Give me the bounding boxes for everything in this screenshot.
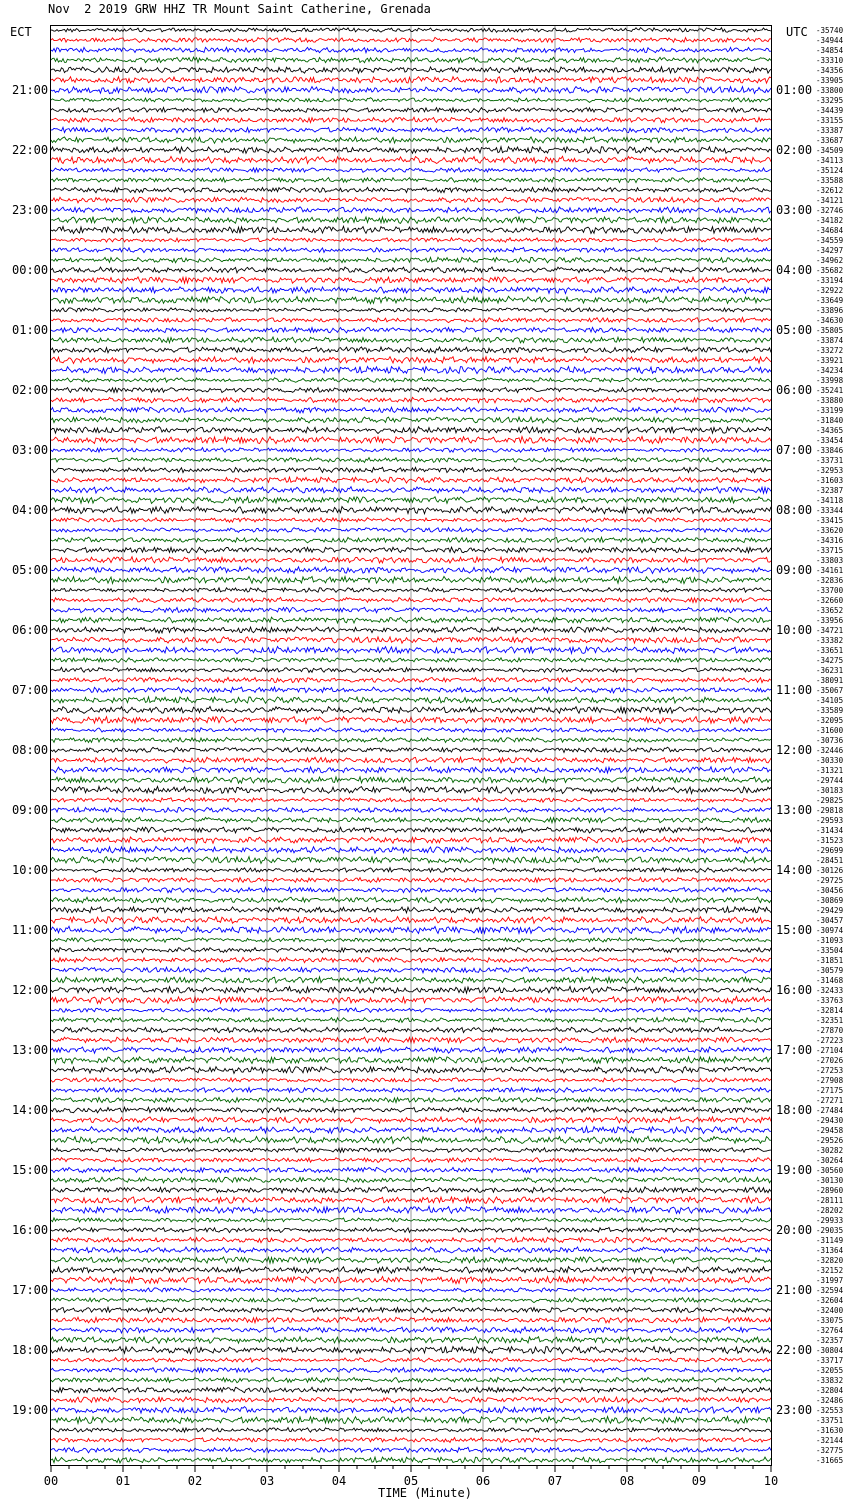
x-tick-label: 07: [547, 1474, 563, 1488]
x-tick-label: 08: [619, 1474, 635, 1488]
trace-offset-label: -32764: [816, 1326, 844, 1335]
trace-offset-label: -33194: [816, 276, 844, 285]
trace-offset-label: -30457: [816, 916, 844, 925]
chart-title: Nov 2 2019 GRW HHZ TR Mount Saint Catherine, Grenada: [48, 2, 431, 16]
x-tick-label: 05: [403, 1474, 419, 1488]
trace-offset-label: -34356: [816, 66, 844, 75]
left-hour-label: 23:00: [12, 203, 49, 217]
trace-offset-label: -31149: [816, 1236, 844, 1245]
trace-offset-label: -36231: [816, 666, 844, 675]
right-hour-label: 14:00: [776, 863, 813, 877]
trace-offset-label: -28960: [816, 1186, 844, 1195]
trace-offset-label: -27870: [816, 1026, 844, 1035]
trace-offset-label: -29818: [816, 806, 844, 815]
trace-offset-label: -29825: [816, 796, 844, 805]
left-hour-label: 04:00: [12, 503, 49, 517]
trace-offset-label: -30130: [816, 1176, 844, 1185]
trace-offset-label: -33504: [816, 946, 844, 955]
trace-offset-label: -31321: [816, 766, 844, 775]
trace-offset-label: -33295: [816, 96, 844, 105]
trace-offset-label: -32055: [816, 1366, 844, 1375]
x-axis-label: TIME (Minute): [378, 1486, 472, 1500]
right-hour-label: 12:00: [776, 743, 813, 757]
trace-offset-label: -29933: [816, 1216, 844, 1225]
trace-offset-label: -31630: [816, 1426, 844, 1435]
trace-offset-label: -34316: [816, 536, 844, 545]
trace-offset-label: -33956: [816, 616, 844, 625]
trace-offset-label: -27253: [816, 1066, 844, 1075]
right-hour-label: 18:00: [776, 1103, 813, 1117]
trace-offset-label: -32095: [816, 716, 844, 725]
left-hour-label: 12:00: [12, 983, 49, 997]
trace-offset-label: -33588: [816, 176, 844, 185]
trace-offset-label: -29430: [816, 1116, 844, 1125]
right-hour-label: 08:00: [776, 503, 813, 517]
left-hour-label: 08:00: [12, 743, 49, 757]
trace-offset-label: -34161: [816, 566, 844, 575]
trace-offset-label: -33846: [816, 446, 844, 455]
trace-offset-label: -31665: [816, 1456, 844, 1465]
trace-offset-label: -33344: [816, 506, 844, 515]
x-tick-label: 02: [187, 1474, 203, 1488]
right-timezone-label: UTC: [786, 25, 808, 39]
trace-offset-label: -29744: [816, 776, 844, 785]
left-hour-label: 18:00: [12, 1343, 49, 1357]
trace-offset-label: -34113: [816, 156, 844, 165]
trace-offset-label: -31997: [816, 1276, 844, 1285]
left-hour-label: 11:00: [12, 923, 49, 937]
right-hour-label: 16:00: [776, 983, 813, 997]
trace-offset-label: -31434: [816, 826, 844, 835]
trace-offset-label: -34559: [816, 236, 844, 245]
trace-offset-label: -32922: [816, 286, 844, 295]
trace-offset-label: -34275: [816, 656, 844, 665]
trace-offset-label: -30974: [816, 926, 844, 935]
trace-offset-label: -28202: [816, 1206, 844, 1215]
trace-offset-label: -30579: [816, 966, 844, 975]
trace-offset-label: -33199: [816, 406, 844, 415]
x-tick-label: 10: [763, 1474, 779, 1488]
trace-offset-label: -35241: [816, 386, 844, 395]
trace-offset-label: -27271: [816, 1096, 844, 1105]
right-hour-label: 05:00: [776, 323, 813, 337]
trace-offset-label: -35067: [816, 686, 844, 695]
trace-offset-label: -32594: [816, 1286, 844, 1295]
trace-offset-label: -33880: [816, 396, 844, 405]
trace-offset-label: -32486: [816, 1396, 844, 1405]
left-hour-label: 05:00: [12, 563, 49, 577]
trace-offset-label: -33896: [816, 306, 844, 315]
trace-offset-label: -32351: [816, 1016, 844, 1025]
trace-offset-label: -33751: [816, 1416, 844, 1425]
trace-offset-label: -32446: [816, 746, 844, 755]
trace-offset-label: -27908: [816, 1076, 844, 1085]
trace-offset-label: -27484: [816, 1106, 844, 1115]
right-hour-label: 19:00: [776, 1163, 813, 1177]
left-hour-label: 17:00: [12, 1283, 49, 1297]
trace-offset-label: -33731: [816, 456, 844, 465]
trace-offset-label: -29429: [816, 906, 844, 915]
left-timezone-label: ECT: [10, 25, 32, 39]
trace-offset-label: -34297: [816, 246, 844, 255]
trace-offset-label: -31523: [816, 836, 844, 845]
trace-offset-label: -32387: [816, 486, 844, 495]
trace-offset-label: -32814: [816, 1006, 844, 1015]
trace-offset-label: -34118: [816, 496, 844, 505]
right-hour-label: 11:00: [776, 683, 813, 697]
trace-offset-label: -35682: [816, 266, 844, 275]
left-hour-label: 22:00: [12, 143, 49, 157]
trace-offset-label: -34854: [816, 46, 844, 55]
trace-offset-label: -33272: [816, 346, 844, 355]
trace-offset-label: -33687: [816, 136, 844, 145]
trace-offset-label: -32433: [816, 986, 844, 995]
left-hour-label: 09:00: [12, 803, 49, 817]
right-hour-label: 17:00: [776, 1043, 813, 1057]
trace-offset-label: -27104: [816, 1046, 844, 1055]
trace-offset-label: -33874: [816, 336, 844, 345]
trace-offset-label: -31468: [816, 976, 844, 985]
trace-offset-label: -29035: [816, 1226, 844, 1235]
left-hour-label: 13:00: [12, 1043, 49, 1057]
trace-offset-label: -34439: [816, 106, 844, 115]
right-hour-label: 07:00: [776, 443, 813, 457]
trace-offset-label: -27175: [816, 1086, 844, 1095]
trace-offset-label: -33075: [816, 1316, 844, 1325]
trace-offset-label: -31093: [816, 936, 844, 945]
right-hour-label: 03:00: [776, 203, 813, 217]
x-tick-label: 03: [259, 1474, 275, 1488]
trace-offset-label: -33800: [816, 86, 844, 95]
left-hour-label: 01:00: [12, 323, 49, 337]
left-hour-label: 07:00: [12, 683, 49, 697]
trace-offset-label: -32953: [816, 466, 844, 475]
trace-offset-label: -32820: [816, 1256, 844, 1265]
trace-offset-label: -35124: [816, 166, 844, 175]
trace-offset-label: -31603: [816, 476, 844, 485]
trace-offset-label: -29458: [816, 1126, 844, 1135]
trace-offset-labels: [816, 26, 844, 1465]
trace-offset-label: -33415: [816, 516, 844, 525]
left-hour-label: 00:00: [12, 263, 49, 277]
trace-offset-label: -34121: [816, 196, 844, 205]
trace-offset-label: -33651: [816, 646, 844, 655]
trace-offset-label: -33310: [816, 56, 844, 65]
left-hour-label: 02:00: [12, 383, 49, 397]
right-hour-label: 02:00: [776, 143, 813, 157]
trace-offset-label: -33998: [816, 376, 844, 385]
trace-offset-label: -30282: [816, 1146, 844, 1155]
trace-offset-label: -30330: [816, 756, 844, 765]
trace-offset-label: -32604: [816, 1296, 844, 1305]
trace-offset-label: -33649: [816, 296, 844, 305]
trace-offset-label: -34365: [816, 426, 844, 435]
trace-offset-label: -34721: [816, 626, 844, 635]
left-hour-label: 03:00: [12, 443, 49, 457]
trace-offset-label: -32804: [816, 1386, 844, 1395]
trace-offset-label: -30183: [816, 786, 844, 795]
trace-offset-label: -33387: [816, 126, 844, 135]
trace-offset-label: -30126: [816, 866, 844, 875]
trace-offset-label: -32152: [816, 1266, 844, 1275]
right-hour-label: 06:00: [776, 383, 813, 397]
trace-offset-label: -38091: [816, 676, 844, 685]
trace-offset-label: -34182: [816, 216, 844, 225]
trace-offset-label: -33905: [816, 76, 844, 85]
right-hour-label: 09:00: [776, 563, 813, 577]
x-tick-label: 06: [475, 1474, 491, 1488]
trace-offset-label: -34684: [816, 226, 844, 235]
trace-offset-label: -30264: [816, 1156, 844, 1165]
trace-offset-label: -34509: [816, 146, 844, 155]
right-hour-label: 21:00: [776, 1283, 813, 1297]
trace-offset-label: -30804: [816, 1346, 844, 1355]
trace-offset-label: -31364: [816, 1246, 844, 1255]
trace-offset-label: -32612: [816, 186, 844, 195]
trace-offset-label: -32746: [816, 206, 844, 215]
trace-offset-label: -33454: [816, 436, 844, 445]
trace-offset-label: -32775: [816, 1446, 844, 1455]
trace-offset-label: -33620: [816, 526, 844, 535]
trace-offset-label: -33382: [816, 636, 844, 645]
trace-offset-label: -29526: [816, 1136, 844, 1145]
right-hour-label: 01:00: [776, 83, 813, 97]
trace-offset-label: -29593: [816, 816, 844, 825]
right-hour-label: 13:00: [776, 803, 813, 817]
trace-offset-label: -33803: [816, 556, 844, 565]
left-hour-label: 10:00: [12, 863, 49, 877]
trace-offset-label: -30736: [816, 736, 844, 745]
left-hour-label: 15:00: [12, 1163, 49, 1177]
trace-offset-label: -32400: [816, 1306, 844, 1315]
right-hour-label: 23:00: [776, 1403, 813, 1417]
trace-offset-label: -33921: [816, 356, 844, 365]
right-hour-label: 10:00: [776, 623, 813, 637]
trace-offset-label: -29699: [816, 846, 844, 855]
trace-offset-label: -30456: [816, 886, 844, 895]
trace-offset-label: -32660: [816, 596, 844, 605]
x-tick-label: 00: [43, 1474, 59, 1488]
right-hour-label: 04:00: [776, 263, 813, 277]
x-tick-label: 01: [115, 1474, 131, 1488]
x-tick-label: 04: [331, 1474, 347, 1488]
trace-offset-label: -29725: [816, 876, 844, 885]
trace-offset-label: -32144: [816, 1436, 844, 1445]
trace-offset-label: -33700: [816, 586, 844, 595]
trace-offset-label: -32357: [816, 1336, 844, 1345]
left-hour-label: 21:00: [12, 83, 49, 97]
trace-offset-label: -33715: [816, 546, 844, 555]
trace-offset-label: -33832: [816, 1376, 844, 1385]
trace-offset-label: -34962: [816, 256, 844, 265]
trace-offset-label: -33589: [816, 706, 844, 715]
right-hour-labels: [776, 83, 812, 1417]
trace-offset-label: -31840: [816, 416, 844, 425]
trace-offset-label: -31600: [816, 726, 844, 735]
trace-offset-label: -33155: [816, 116, 844, 125]
trace-offset-label: -30560: [816, 1166, 844, 1175]
left-hour-label: 16:00: [12, 1223, 49, 1237]
left-hour-labels: [12, 83, 48, 1417]
trace-offset-label: -34630: [816, 316, 844, 325]
x-tick-label: 09: [691, 1474, 707, 1488]
left-hour-label: 06:00: [12, 623, 49, 637]
trace-offset-label: -33652: [816, 606, 844, 615]
trace-offset-label: -35805: [816, 326, 844, 335]
right-hour-label: 20:00: [776, 1223, 813, 1237]
trace-offset-label: -31851: [816, 956, 844, 965]
trace-offset-label: -34105: [816, 696, 844, 705]
trace-offset-label: -27026: [816, 1056, 844, 1065]
left-hour-label: 14:00: [12, 1103, 49, 1117]
trace-offset-label: -28451: [816, 856, 844, 865]
trace-offset-label: -33763: [816, 996, 844, 1005]
right-hour-label: 15:00: [776, 923, 813, 937]
x-axis-ticks: [44, 1465, 778, 1488]
right-hour-label: 22:00: [776, 1343, 813, 1357]
trace-offset-label: -35740: [816, 26, 844, 35]
trace-offset-label: -34234: [816, 366, 844, 375]
trace-offset-label: -32553: [816, 1406, 844, 1415]
left-hour-label: 19:00: [12, 1403, 49, 1417]
trace-offset-label: -27223: [816, 1036, 844, 1045]
trace-offset-label: -30869: [816, 896, 844, 905]
trace-offset-label: -34944: [816, 36, 844, 45]
trace-offset-label: -28111: [816, 1196, 844, 1205]
trace-offset-label: -33717: [816, 1356, 844, 1365]
trace-offset-label: -32836: [816, 576, 844, 585]
